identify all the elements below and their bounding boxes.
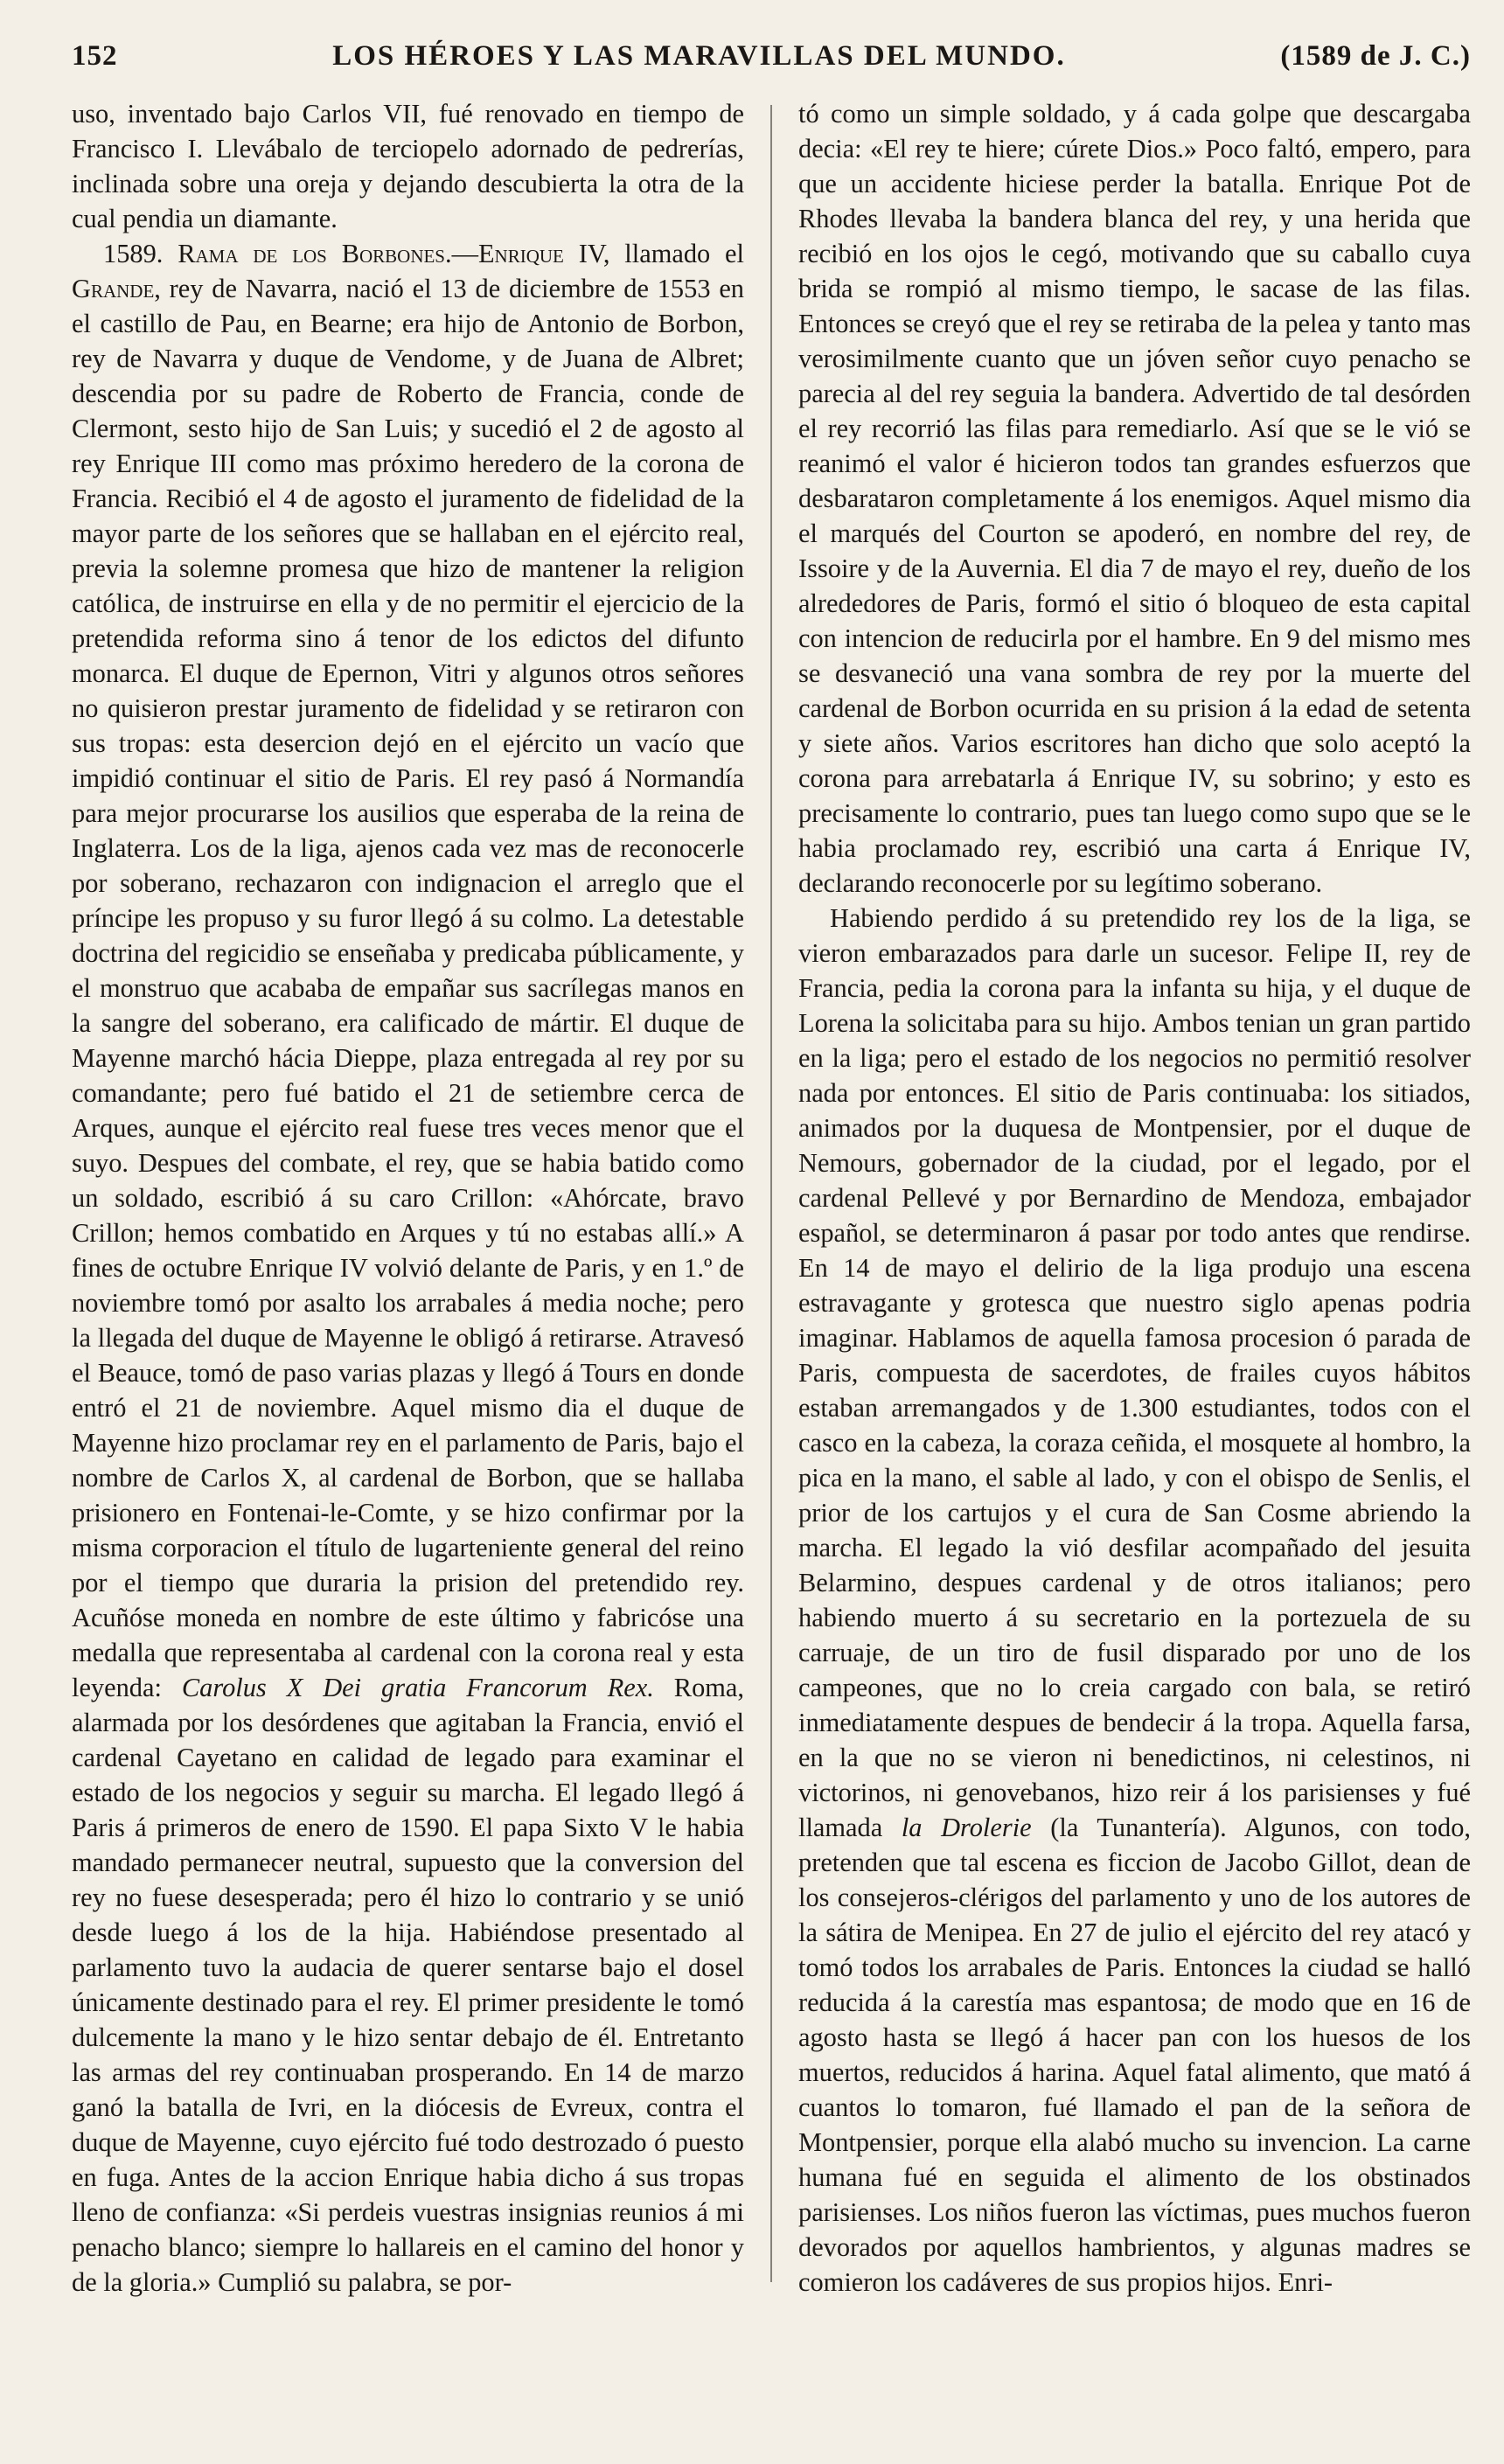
entry-text-a: llamado el bbox=[609, 239, 744, 268]
latin-legend: Carolus X Dei gratia Francorum Rex. bbox=[181, 1673, 654, 1702]
right-column bbox=[798, 96, 1471, 2300]
section-heading: Rama de los Borbones. bbox=[178, 239, 452, 268]
column-divider bbox=[770, 105, 772, 2282]
paragraph-siege bbox=[798, 901, 1471, 2300]
paragraph-enrique-iv bbox=[72, 236, 744, 2300]
page-number: 152 bbox=[72, 40, 118, 72]
entry-name: Enrique IV, bbox=[477, 239, 610, 268]
siege-text-b: (la Tunantería). Algunos, con todo, pretenden que tal escena es ficcion de Jacobo Gillot, dean de los consejeros-clérigos del parlamento y uno de los autores de la sátira de Menipea. En 27 de julio el ejército del rey atacó y tomó todos los arrabales de Paris. Entonces la ciudad se halló reducida á la carestía mas espantosa; de modo que en 16 de agosto hasta se llegó á hacer pan con los huesos de los muertos, reducidos á harina. Aquel fatal alimento, que mató á cuantos lo tomaron, fué llamado el pan de la señora de Montpensier, porque ella alabó mucho su invencion. La carne humana fué en seguida el alimento de los obstinados parisienses. Los niños fueron las víctimas, pues muchos fueron devorados por aquellos hambrientos, y algunas madres se comieron los cadáveres de sus propios hijos. Enri- bbox=[798, 1813, 1471, 2297]
left-column bbox=[72, 96, 744, 2300]
running-head bbox=[72, 40, 1471, 86]
heading-dash: — bbox=[451, 239, 478, 268]
running-title: LOS HÉROES Y LAS MARAVILLAS DEL MUNDO. bbox=[332, 40, 1066, 72]
entry-year: 1589. bbox=[103, 239, 164, 268]
running-date: (1589 de J. C.) bbox=[1280, 40, 1471, 72]
paragraph-continuation: uso, inventado bajo Carlos VII, fué renovado en tiempo de Francisco I. Llevábalo de terciopelo adornado de pedrerías, inclinada sobre una oreja y dejando descubierta la otra de la cual pendia un diamante. bbox=[72, 99, 744, 233]
entry-text-c: Roma, alarmada por los desórdenes que agitaban la Francia, envió el cardenal Cayetano en calidad de legado para examinar el estado de los negocios y seguir su marcha. El legado llegó á Paris á primeros de enero de 1590. El papa Sixto V le habia mandado permanecer neutral, supuesto que la conversion del rey no fuese desesperada; pero él hizo lo contrario y se unió desde luego á los de la hija. Habiéndose presentado al parlamento tuvo la audacia de querer sentarse bajo el dosel únicamente destinado para el rey. El primer presidente le tomó dulcemente la mano y le hizo sentar debajo de él. Entretanto las armas del rey continuaban prosperando. En 14 de marzo ganó la batalla de Ivri, en la diócesis de Evreux, contra el duque de Mayenne, cuyo ejército fué todo destrozado ó puesto en fuga. Antes de la accion Enrique habia dicho á sus tropas lleno de confianza: «Si perdeis vuestras insignias reunios á mi penacho blanco; siempre lo hallareis en el camino del honor y de la gloria.» Cumplió su palabra, se por- bbox=[72, 1673, 744, 2297]
entry-epithet: Grande, bbox=[72, 274, 161, 303]
siege-text-a: Habiendo perdido á su pretendido rey los de la liga, se vieron embarazados para darle un sucesor. Felipe II, rey de Francia, pedia la corona para la infanta su hija, y el duque de Lorena la solicitaba para su hijo. Ambos tenian un gran partido en la liga; pero el estado de los negocios no permitió resolver nada por entonces. El sitio de Paris continuaba: los sitiados, animados por la duquesa de Montpensier, por el duque de Nemours, gobernador de la ciudad, por el legado, por el cardenal Pellevé y por Bernardino de Mendoza, embajador español, se determinaron á pasar por todo antes que rendirse. En 14 de mayo el delirio de la liga produjo una escena estravagante y grotesca que nuestro siglo apenas podria imaginar. Hablamos de aquella famosa procesion ó parada de Paris, compuesta de sacerdotes, de frailes cuyos hábitos estaban arremangados y de 1.300 estudiantes, todos con el casco en la cabeza, la coraza ceñida, el mosquete al hombro, la pica en la mano, el sable al lado, y con el obispo de Senlis, el prior de los cartujos y el cura de San Cosme abriendo la marcha. El legado la vió desfilar acompañado del jesuita Belarmino, despues cardenal y de otros italianos; pero habiendo muerto á su secretario en la portezuela de su carruaje, de un tiro de fusil disparado por uno de los campeones, que no lo creia cargado con bala, se retiró inmediatamente despues de bendecir á la tropa. Aquella farsa, en la que no se vieron ni benedictinos, ni celestinos, ni victorinos, ni genovebanos, hizo reir á los parisienses y fué llamada bbox=[798, 903, 1471, 1842]
entry-text-b: rey de Navarra, nació el 13 de diciembre de 1553 en el castillo de Pau, en Bearne; era hijo de Antonio de Borbon, rey de Navarra y duque de Vendome, y de Juana de Albret; descendia por su padre de Roberto de Francia, conde de Clermont, sesto hijo de San Luis; y sucedió el 2 de agosto al rey Enrique III como mas próximo heredero de la corona de Francia. Recibió el 4 de agosto el juramento de fidelidad de la mayor parte de los señores que se hallaban en el ejército real, previa la solemne promesa que hizo de mantener la religion católica, de instruirse en ella y de no permitir el ejercicio de la pretendida reforma sino á tenor de los edictos del difunto monarca. El duque de Epernon, Vitri y algunos otros señores no quisieron prestar juramento de fidelidad y se retiraron con sus tropas: esta desercion dejó en el ejército un vacío que impidió continuar el sitio de Paris. El rey pasó á Normandía para mejor procurarse los ausilios que esperaba de la reina de Inglaterra. Los de la liga, ajenos cada vez mas de reconocerle por soberano, rechazaron con indignacion el arreglo que el príncipe les propuso y su furor llegó á su colmo. La detestable doctrina del regicidio se enseñaba y predicaba públicamente, y el monstruo que acababa de empañar sus sacrílegas manos en la sangre del soberano, era calificado de mártir. El duque de Mayenne marchó hácia Dieppe, plaza entregada al rey por su comandante; pero fué batido el 21 de setiembre cerca de Arques, aunque el ejército real fuese tres veces menor que el suyo. Despues del combate, el rey, que se habia batido como un soldado, escribió á su caro Crillon: «Ahórcate, bravo Crillon; hemos combatido en Arques y tú no estabas allí.» A fines de octubre Enrique IV volvió delante de Paris, y en 1.º de noviembre tomó por asalto los arrabales á media noche; pero la llegada del duque de Mayenne le obligó á retirarse. Atravesó el Beauce, tomó de paso varias plazas y llegó á Tours en donde entró el 21 de noviembre. Aquel mismo dia el duque de Mayenne hizo proclamar rey en el parlamento de Paris, bajo el nombre de Carlos X, al cardenal de Borbon, que se hallaba prisionero en Fontenai-le-Comte, y se hizo confirmar por la misma corporacion el título de lugarteniente general del reino por el tiempo que duraria la prision del pretendido rey. Acuñóse moneda en nombre de este último y fabricóse una medalla que representaba al cardenal con la corona real y esta leyenda: bbox=[72, 274, 744, 1702]
paragraph-battle: tó como un simple soldado, y á cada golpe que descargaba decia: «El rey te hiere; cúrete Dios.» Poco faltó, empero, para que un accidente hiciese perder la batalla. Enrique Pot de Rhodes llevaba la bandera blanca del rey, y una herida que recibió en los ojos le cegó, motivando que su caballo cuya brida se rompió al mismo tiempo, le sacase de las filas. Entonces se creyó que el rey se retiraba de la pelea y tanto mas verosimilmente cuanto que un jóven señor cuyo penacho se parecia al del rey seguia la bandera. Advertido de tal desórden el rey recorrió las filas para remediarlo. Así que se le vió se reanimó el valor é hicieron todos tan grandes esfuerzos que desbarataron completamente á los enemigos. Aquel mismo dia el marqués del Courton se apoderó, en nombre del rey, de Issoire y de la Auvernia. El dia 7 de mayo el rey, dueño de los alrededores de Paris, formó el sitio ó bloqueo de esta capital con intencion de reducirla por el hambre. En 9 del mismo mes se desvaneció una vana sombra de rey por la muerte del cardenal de Borbon ocurrida en su prision á la edad de setenta y siete años. Varios escritores han dicho que solo aceptó la corona para arrebatarla á Enrique IV, su sobrino; y esto es precisamente lo contrario, pues tan luego como supo que se le habia proclamado rey, escribió una carta á Enrique IV, declarando reconocerle por su legítimo soberano. bbox=[798, 99, 1471, 898]
drolerie-title: la Drolerie bbox=[901, 1813, 1032, 1842]
text-columns bbox=[72, 96, 1471, 2300]
